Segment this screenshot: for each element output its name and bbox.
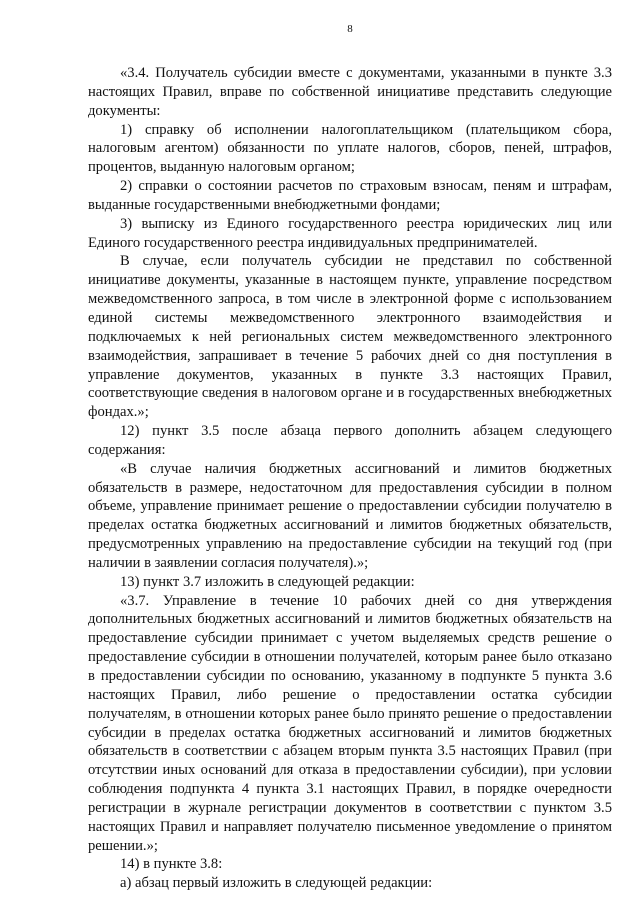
document-body [88,64,612,893]
paragraph-subitem-a: а) абзац первый изложить в следующей редакции: [120,875,433,892]
paragraph-budget-allocations: «В случае наличия бюджетных ассигнований и лимитов бюджетных обязательств в размере, недостаточном для предоставления субсидии в полном объеме, управление принимает решение о предоставлении субсидии получателю в пределах остатка бюджетных ассигнований и лимитов бюджетных обязательств, предусмотренных управлению на предоставление субсидии на текущий год (при наличии в заявлении согласия получателя).»; [88,460,612,571]
paragraph-item-2: 2) справки о состоянии расчетов по страховым взносам, пеням и штрафам, выданные государственными внебюджетными фондами; [88,178,612,213]
paragraph-3-7: «3.7. Управление в течение 10 рабочих дней со дня утверждения дополнительных бюджетных ассигнований и лимитов бюджетных обязательств на предоставление субсидии принимает с учетом выделяемых средств решение о предоставление субсидии в отношении получателей, которым ранее было отказано в предоставлении субсидии по основанию, указанному в подпункте 5 пункта 3.6 настоящих Правил, либо решение о предоставлении остатка субсидии получателям, в отношении которых ранее было принято решение о предоставлении субсидии в пределах остатка бюджетных ассигнований и лимитов бюджетных обязательств в соответствии с абзацем вторым пункта 3.5 настоящих Правил (при отсутствии иных оснований для отказа в предоставлении субсидии), при условии соблюдения подпункта 4 пункта 3.1 настоящих Правил, в порядке очередности регистрации в журнале регистрации документов в соответствии с пунктом 3.5 настоящих Правил и направляет получателю письменное уведомление о принятом решении.»; [88,592,612,854]
paragraph-item-3: 3) выписку из Единого государственного реестра юридических лиц или Единого государственного реестра индивидуальных предпринимателей. [88,215,612,251]
paragraph-interagency-request: В случае, если получатель субсидии не представил по собственной инициативе документы, указанные в настоящем пункте, управление посредством межведомственного запроса, в том числе в электронной форме с использованием единой системы межведомственного электронного взаимодействия и подключаемых к ней региональных систем межведомственного электронного взаимодействия, запрашивает в течение 5 рабочих дней со дня поступления в управление документов, указанных в пункте 3.3 настоящих Правил, соответствующие сведения в налоговом органе и в государственных внебюджетных фондах.»; [88,253,612,421]
paragraph-item-1: 1) справку об исполнении налогоплательщиком (плательщиком сбора, налоговым агентом) обязанности по уплате налогов, сборов, пеней, штрафов, процентов, выданную налоговым органом; [88,121,612,176]
document-page [88,0,612,905]
paragraph-3-4-intro: «3.4. Получатель субсидии вместе с документами, указанными в пункте 3.3 настоящих Правил, вправе по собственной инициативе представить следующие документы: [88,65,612,119]
paragraph-amendment-14: 14) в пункте 3.8: [120,856,223,873]
paragraph-amendment-12: 12) пункт 3.5 после абзаца первого дополнить абзацем следующего содержания: [88,423,612,458]
paragraph-amendment-13: 13) пункт 3.7 изложить в следующей редакции: [120,573,415,590]
page-number: 8 [347,23,353,35]
